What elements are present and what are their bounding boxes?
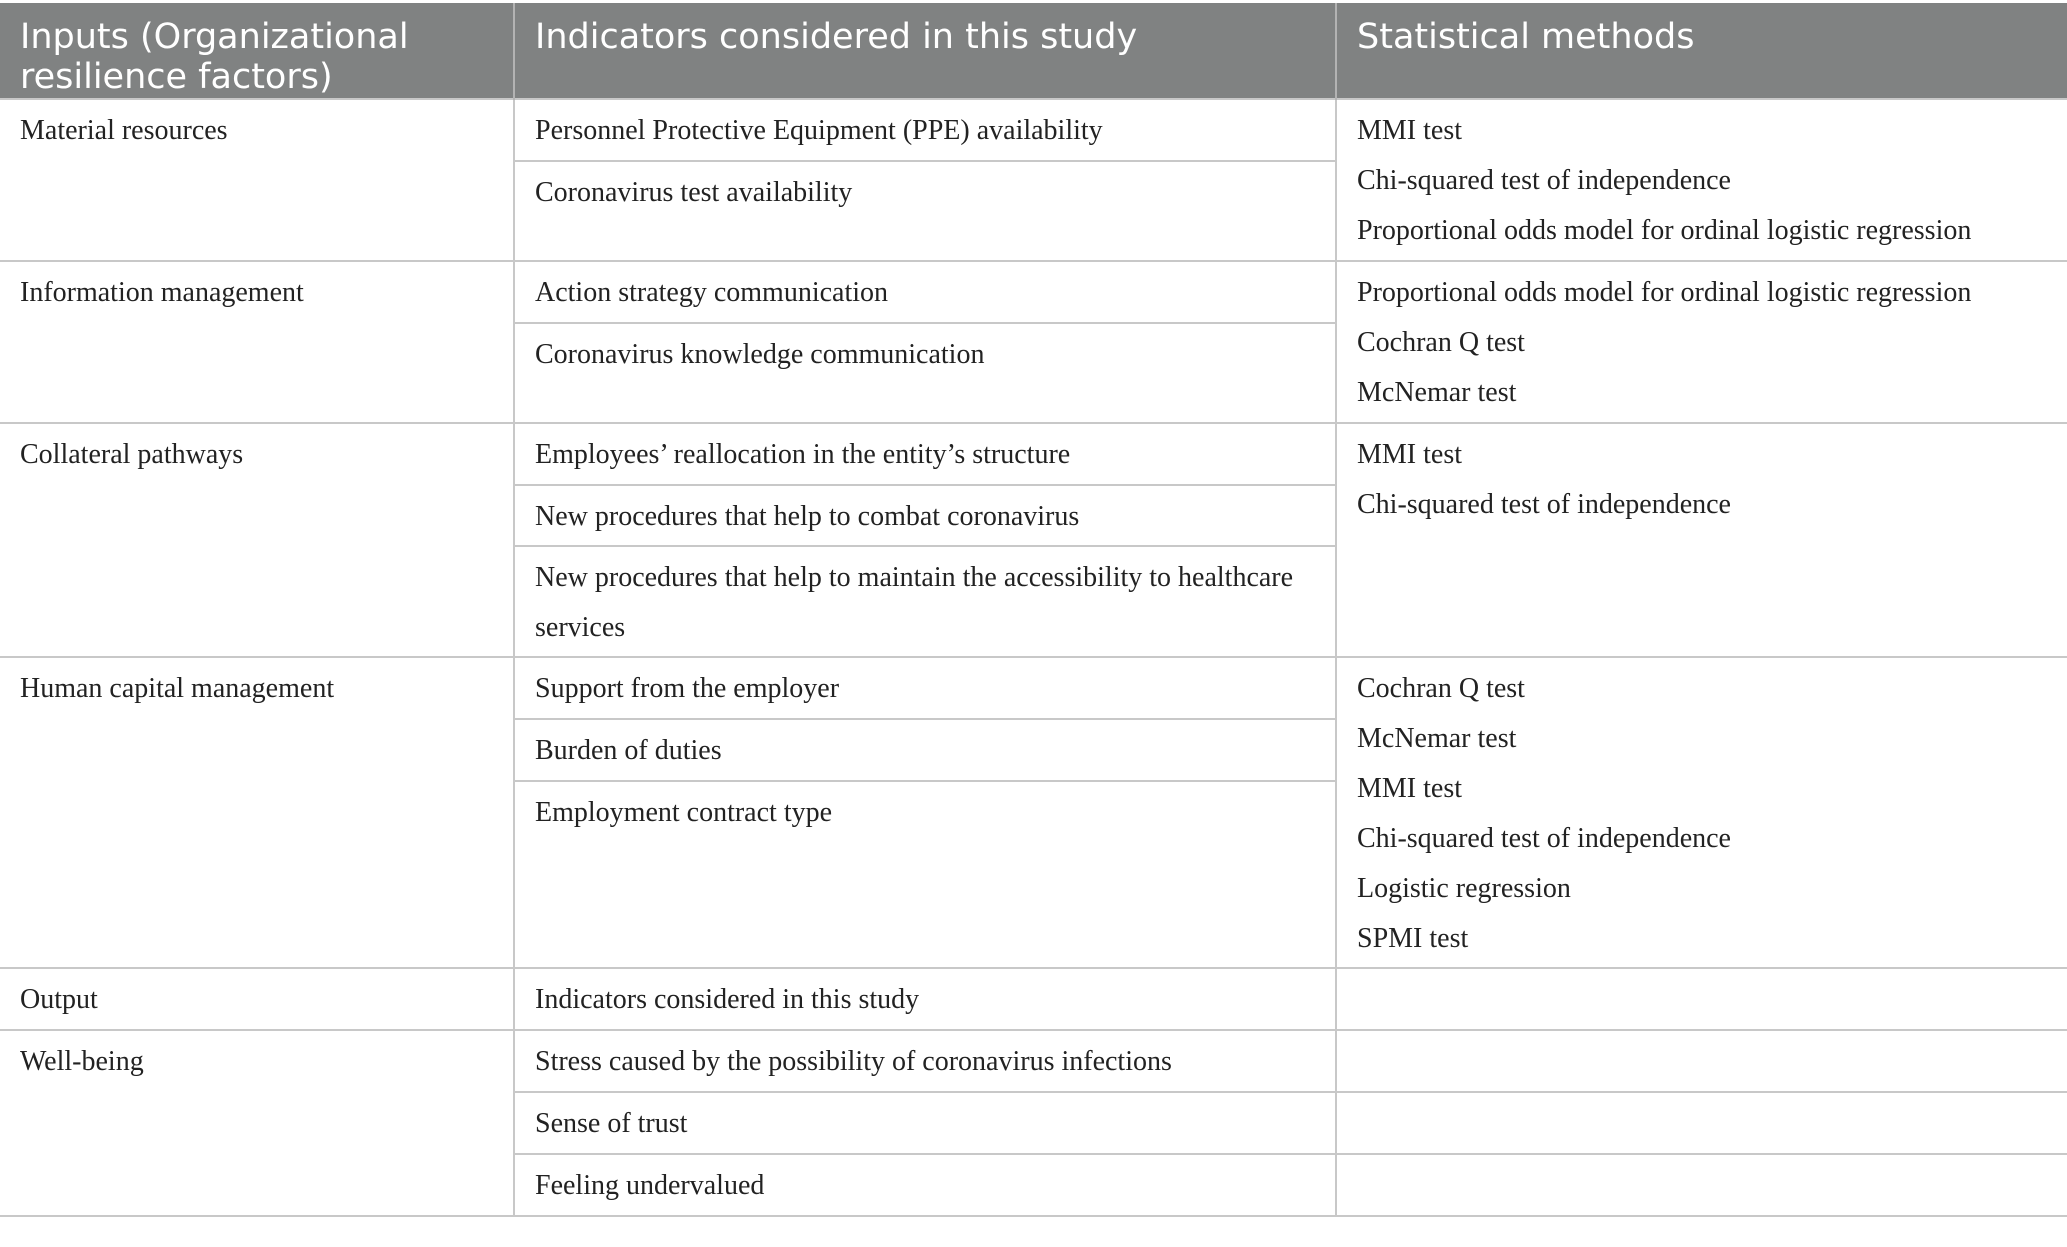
indicator-cell: Feeling undervalued [514, 1154, 1336, 1216]
resilience-table [0, 3, 2067, 1217]
factor-cell: Collateral pathways [0, 423, 514, 657]
indicator-cell: Action strategy communication [514, 261, 1336, 323]
factor-cell: Human capital management [0, 657, 514, 968]
indicator-cell: Support from the employer [514, 657, 1336, 719]
method-item: MMI test [1357, 115, 1462, 146]
indicator-cell: Indicators considered in this study [514, 968, 1336, 1030]
header-inputs: Inputs (Organizational resilience factors) [0, 3, 514, 99]
method-item: Chi-squared test of independence [1357, 165, 1731, 196]
header-methods: Statistical methods [1336, 3, 2067, 99]
table-row [0, 423, 2067, 485]
indicator-cell: New procedures that help to maintain the accessibility to healthcare services [514, 546, 1336, 657]
method-item: Cochran Q test [1357, 673, 1525, 704]
method-item: Chi-squared test of independence [1357, 823, 1731, 854]
method-item: Chi-squared test of independence [1357, 489, 1731, 520]
indicator-cell: Coronavirus knowledge communication [514, 323, 1336, 423]
indicator-cell: Sense of trust [514, 1092, 1336, 1154]
indicator-cell: Stress caused by the possibility of coronavirus infections [514, 1030, 1336, 1092]
table-row [0, 1030, 2067, 1092]
indicator-cell: Employment contract type [514, 781, 1336, 968]
method-item: MMI test [1357, 439, 1462, 470]
indicator-cell: Employees’ reallocation in the entity’s structure [514, 423, 1336, 485]
method-item: Proportional odds model for ordinal logistic regression [1357, 215, 1972, 246]
methods-cell [1336, 657, 2067, 968]
header-row [0, 3, 2067, 99]
method-item: McNemar test [1357, 723, 1517, 754]
indicator-cell: Personnel Protective Equipment (PPE) availability [514, 99, 1336, 161]
factor-cell: Output [0, 968, 514, 1030]
methods-cell [1336, 261, 2067, 423]
indicator-cell: New procedures that help to combat coronavirus [514, 485, 1336, 546]
method-item: MMI test [1357, 773, 1462, 804]
methods-cell [1336, 1154, 2067, 1216]
table-row [0, 261, 2067, 323]
factor-cell: Information management [0, 261, 514, 423]
factor-cell: Material resources [0, 99, 514, 261]
table-row [0, 99, 2067, 161]
table-row [0, 657, 2067, 719]
indicator-cell: Burden of duties [514, 719, 1336, 781]
method-item: SPMI test [1357, 923, 1469, 954]
header-indicators: Indicators considered in this study [514, 3, 1336, 99]
method-item: Logistic regression [1357, 873, 1571, 904]
table-row [0, 968, 2067, 1030]
methods-cell [1336, 423, 2067, 657]
factor-cell: Well-being [0, 1030, 514, 1216]
methods-cell [1336, 99, 2067, 261]
methods-cell [1336, 1092, 2067, 1154]
method-item: Proportional odds model for ordinal logistic regression [1357, 277, 1972, 308]
indicator-cell: Coronavirus test availability [514, 161, 1336, 261]
methods-cell [1336, 968, 2067, 1030]
methods-cell [1336, 1030, 2067, 1092]
method-item: Cochran Q test [1357, 327, 1525, 358]
method-item: McNemar test [1357, 377, 1517, 408]
